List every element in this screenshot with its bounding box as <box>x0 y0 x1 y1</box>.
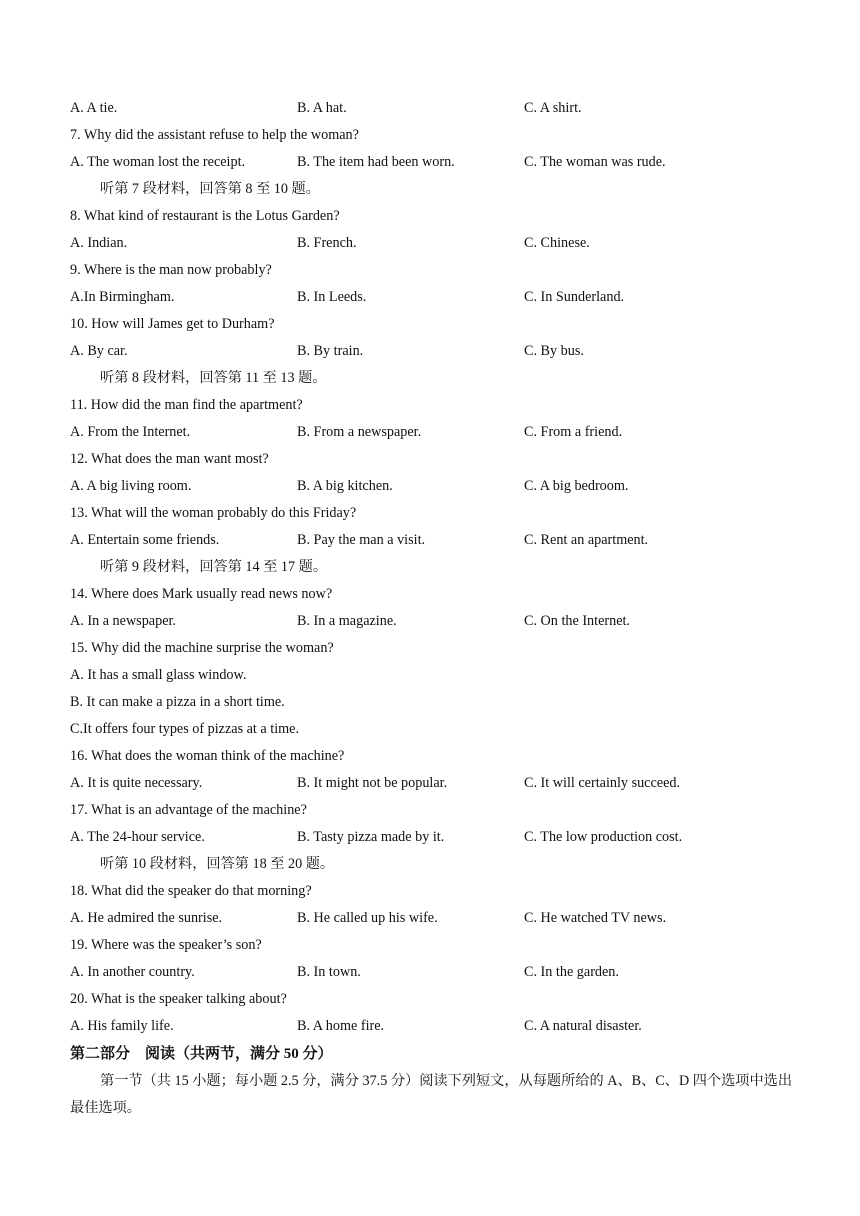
option-b: B. A home fire. <box>297 1018 385 1034</box>
listening-instruction-9: 听第 9 段材料，回答第 14 至 17 题。 <box>100 559 328 575</box>
option-b: B. In town. <box>297 964 361 980</box>
option-a: A. Indian. <box>70 235 128 251</box>
option-c: C. A shirt. <box>524 100 582 116</box>
question-12: 12. What does the man want most? <box>70 451 269 467</box>
question-13: 13. What will the woman probably do this Friday? <box>70 505 357 521</box>
option-a: A. The woman lost the receipt. <box>70 154 246 170</box>
question-19: 19. Where was the speaker’s son? <box>70 937 262 953</box>
option-b: B. It might not be popular. <box>297 775 448 791</box>
question-9: 9. Where is the man now probably? <box>70 262 272 278</box>
option-c: C. The low production cost. <box>524 829 683 845</box>
option-b: B. A big kitchen. <box>297 478 393 494</box>
option-b: B. He called up his wife. <box>297 910 438 926</box>
exam-page <box>70 95 800 1122</box>
option-c: C. A natural disaster. <box>524 1018 642 1034</box>
option-b: B. In a magazine. <box>297 613 397 629</box>
q19-options <box>70 959 800 986</box>
option-a: A. A big living room. <box>70 478 192 494</box>
option-b: B. French. <box>297 235 357 251</box>
q13-options <box>70 527 800 554</box>
question-10: 10. How will James get to Durham? <box>70 316 275 332</box>
option-b: B. The item had been worn. <box>297 154 455 170</box>
option-a: A. He admired the sunrise. <box>70 910 223 926</box>
question-18: 18. What did the speaker do that morning? <box>70 883 312 899</box>
question-20: 20. What is the speaker talking about? <box>70 991 287 1007</box>
option-a: A. The 24-hour service. <box>70 829 205 845</box>
q11-options <box>70 419 800 446</box>
option-c: C. He watched TV news. <box>524 910 667 926</box>
option-b: B. In Leeds. <box>297 289 367 305</box>
q15-option-b: B. It can make a pizza in a short time. <box>70 694 285 710</box>
q17-options <box>70 824 800 851</box>
option-a: A. In a newspaper. <box>70 613 176 629</box>
option-c: C. Chinese. <box>524 235 590 251</box>
option-a: A. A tie. <box>70 100 118 116</box>
question-8: 8. What kind of restaurant is the Lotus Garden? <box>70 208 340 224</box>
q8-options <box>70 230 800 257</box>
option-c: C. Rent an apartment. <box>524 532 649 548</box>
listening-instruction-10: 听第 10 段材料，回答第 18 至 20 题。 <box>100 856 335 872</box>
question-7: 7. Why did the assistant refuse to help the woman? <box>70 127 359 143</box>
option-b: B. From a newspaper. <box>297 424 422 440</box>
q15-option-a: A. It has a small glass window. <box>70 667 247 683</box>
option-a: A. Entertain some friends. <box>70 532 220 548</box>
listening-instruction-8: 听第 8 段材料，回答第 11 至 13 题。 <box>100 370 327 386</box>
option-c: C. It will certainly succeed. <box>524 775 681 791</box>
q15-option-c: C.It offers four types of pizzas at a time. <box>70 721 300 737</box>
option-c: C. In Sunderland. <box>524 289 625 305</box>
q20-options <box>70 1013 800 1040</box>
option-a: A.In Birmingham. <box>70 289 175 305</box>
section-title: 第二部分 阅读（共两节，满分 50 分） <box>70 1046 333 1062</box>
q14-options <box>70 608 800 635</box>
q6-options <box>70 95 800 122</box>
option-c: C. A big bedroom. <box>524 478 629 494</box>
option-a: A. From the Internet. <box>70 424 191 440</box>
option-b: B. A hat. <box>297 100 347 116</box>
question-14: 14. Where does Mark usually read news now? <box>70 586 333 602</box>
option-b: B. Tasty pizza made by it. <box>297 829 445 845</box>
option-c: C. By bus. <box>524 343 584 359</box>
q7-options <box>70 149 800 176</box>
section-instruction: 第一节（共 15 小题；每小题 2.5 分，满分 37.5 分）阅读下列短文，从每题所给的 A、B、C、D 四个选项中选出最佳选项。 <box>70 1073 793 1116</box>
option-a: A. By car. <box>70 343 128 359</box>
option-c: C. From a friend. <box>524 424 623 440</box>
option-c: C. In the garden. <box>524 964 619 980</box>
listening-instruction-7: 听第 7 段材料，回答第 8 至 10 题。 <box>100 181 320 197</box>
q16-options <box>70 770 800 797</box>
q10-options <box>70 338 800 365</box>
option-b: B. By train. <box>297 343 364 359</box>
option-c: C. On the Internet. <box>524 613 630 629</box>
option-b: B. Pay the man a visit. <box>297 532 426 548</box>
q18-options <box>70 905 800 932</box>
question-15: 15. Why did the machine surprise the woman? <box>70 640 334 656</box>
question-16: 16. What does the woman think of the machine? <box>70 748 345 764</box>
option-a: A. It is quite necessary. <box>70 775 203 791</box>
question-17: 17. What is an advantage of the machine? <box>70 802 307 818</box>
option-a: A. In another country. <box>70 964 195 980</box>
question-11: 11. How did the man find the apartment? <box>70 397 303 413</box>
q12-options <box>70 473 800 500</box>
q9-options <box>70 284 800 311</box>
option-c: C. The woman was rude. <box>524 154 666 170</box>
option-a: A. His family life. <box>70 1018 174 1034</box>
